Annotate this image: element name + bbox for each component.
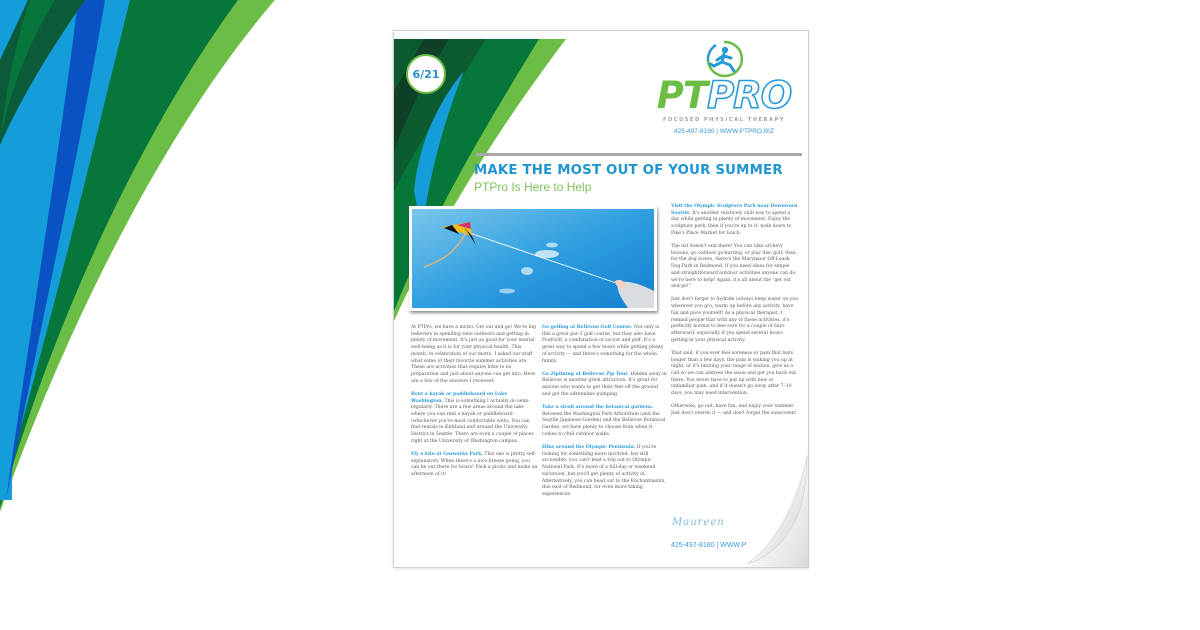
background-swoosh-graphic [0, 0, 300, 520]
activity-item [411, 452, 538, 479]
activity-body: It's another relatively chill way to spend a day while getting in plenty of movement. Enjoy the sculpture park, then if you're up to it, walk down to Pike's Place Market for lunch. [671, 210, 792, 236]
activity-title: Take a stroll around the botanical gardens. [542, 405, 654, 411]
headline: MAKE THE MOST OUT OF YOUR SUMMER [474, 163, 783, 178]
subheadline: PTPro Is Here to Help [474, 180, 592, 194]
activity-body: This one is pretty self-explanatory. When there's a nice breeze going, you can be out there for hours! Pack a picnic and make an afternoon of it! [411, 451, 538, 478]
activity-title: Go golfing at Bellevue Golf Course. [542, 325, 633, 330]
newsletter-page [393, 30, 809, 568]
author-signature: Maureen [672, 517, 725, 528]
activity-title: Fly a kite at Gasworks Park. [411, 451, 483, 457]
footer-contact-info: 425-497-8180 | WWW.P [671, 542, 747, 549]
activity-item [542, 325, 667, 365]
logo-contact-info: 425-497-8180 | WWW.PTPRO.BIZ [674, 128, 774, 135]
logo-word-pro: PRO [707, 74, 792, 117]
body-paragraph: Otherwise, go out, have fun, and enjoy your summer. Just don't overdo it — and don't forget the sunscreen! [671, 404, 797, 416]
activity-item [542, 372, 667, 399]
article-column-1 [411, 325, 538, 485]
runner-figure-icon [704, 39, 744, 79]
article-column-2 [542, 325, 667, 505]
activity-item [542, 445, 667, 499]
activity-item [671, 204, 799, 238]
logo-wordmark [654, 74, 794, 117]
issue-date-badge: 6/21 [406, 54, 446, 94]
activity-body: This is something I actually do semi-regularly. There are a few areas around the lake where you can rent a kayak or paddleboard (whichever you're most comfortable with). You can find rentals in Kirkland and around the University District in Seattle. There are even a couple of places right at the University of Washington campus. [411, 398, 534, 444]
logo-word-pt: PT [656, 74, 708, 117]
activity-item [411, 392, 538, 446]
activity-body: If you're looking for something more involved, but still accessible, you can't beat a trip out to Olympic National Park. It's more of a full-day or weekend excursion, but you'll get plenty of activity in. Alternatively, you can head out to the Enchantments, due east of Redmond, for even more hiking experiences. [542, 445, 666, 497]
body-paragraph: That said, if you ever feel soreness or pain that lasts longer than a few days, the pain is waking you up at night, or it's limiting your range of motion, give us a call so we can address the issue and get you back out there. You never have to put up with new or unfamiliar pain, and if it doesn't go away after 7–10 days, you may need intervention. [671, 350, 797, 397]
kite-photo-image [412, 209, 654, 308]
intro-paragraph: At PTPro, we have a motto: Get out and go! We're big believers in spending time outdoors and getting in plenty of movement. It's just as good for your mental well-being as it is for your physical health. This month, in celebration of our motto, I asked our staff what some of their favorite summer activities are. These are activities that require little to no preparation and just about anyone can get into. Here are a few of the answers I received: [411, 325, 536, 384]
activity-title: Go Ziplining at Bellevue Zip Tour. [542, 371, 629, 377]
body-paragraph: Just don't forget to hydrate (always keep water on you wherever you go), warm up before any activity, have fun and pace yourself! As a physical therapist, I remind people that with any of these activities, it's perfectly normal to feel sore for a couple of days afterward, especially if you spend several hours getting in your physical activity. [671, 297, 798, 343]
activity-body: Not only is this a great par-3 golf course, but they also have FootGolf, a combination of soccer and golf. It's a great way to spend a few hours while getting plenty of activity — and there's something for the whole family. [542, 325, 664, 364]
ptpro-logo [654, 39, 794, 149]
page-curl-graphic [729, 446, 809, 568]
logo-tagline: FOCUSED PHYSICAL THERAPY [662, 117, 786, 123]
activity-item [542, 405, 667, 439]
header-divider [476, 153, 802, 156]
activity-title: Rent a kayak or paddleboard on Lake Washington. [411, 391, 508, 404]
article-column-3 [671, 204, 799, 424]
body-paragraph: The list doesn't end there! You can take archery lessons, go outdoor go-karting, or play disc golf; then, for the dog lovers, there's the Marymoor Off-Leash Dog Park in Redmond. If you need ideas for simple and straightforward outdoor activities anyone can do, we're here to help! Again, it's all about the "get out and go!" [671, 244, 798, 290]
activity-title: Visit the Olympic Sculpture Park near Downtown Seattle. [671, 204, 798, 216]
activity-title: Hike around the Olympic Peninsula. [542, 445, 636, 451]
activity-body: Hidden away in Bellevue is another great attraction. It's great for anyone who wants to get their feet off the ground and get the adrenaline pumping. [542, 371, 667, 397]
kite-photo [409, 206, 657, 311]
activity-body: Between the Washington Park Arboretum (and the Seattle Japanese Garden) and the Bellevue Botanical Garden, we have plenty to choose from when it comes to chill outdoor walks. [542, 411, 666, 437]
